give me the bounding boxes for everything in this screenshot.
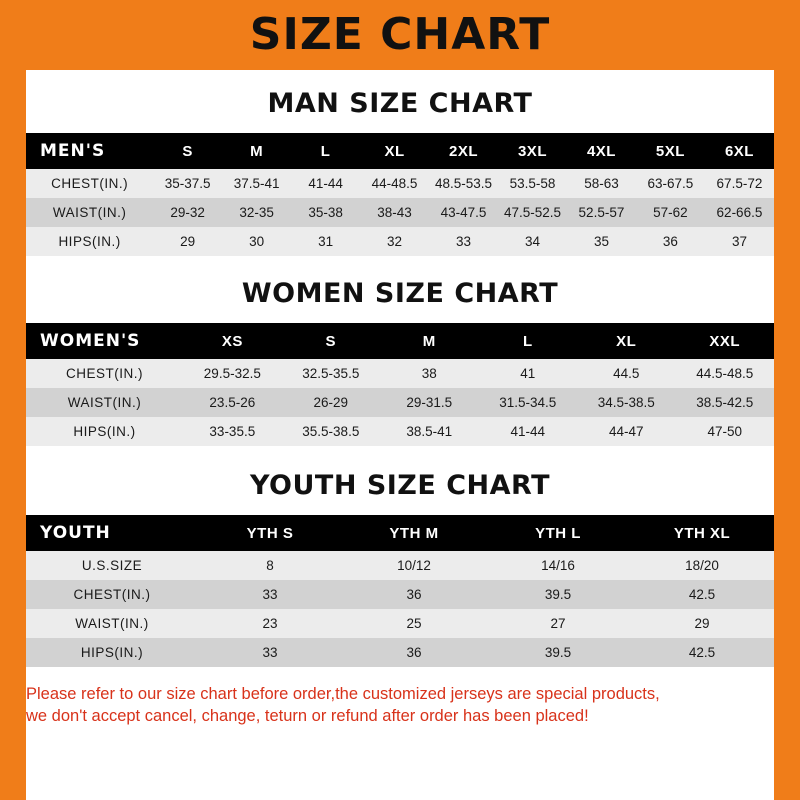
table-cell: 32 — [387, 234, 403, 249]
table-row — [26, 388, 774, 417]
column-header: XS — [221, 332, 243, 350]
table-cell: 23 — [262, 616, 278, 631]
table-cell: 44-47 — [608, 424, 644, 439]
column-header: 3XL — [517, 142, 547, 160]
note-line-2: we don't accept cancel, change, teturn or refund after order has been placed! — [26, 707, 589, 726]
table-cell: 36 — [406, 587, 422, 602]
table-header-row — [26, 323, 774, 359]
note-line-1: Please refer to our size chart before order,the customized jerseys are special products, — [26, 685, 660, 703]
table-cell: 33 — [262, 587, 278, 602]
table-cell: 31 — [318, 234, 334, 249]
table-cell: 33 — [262, 645, 278, 660]
column-header: M — [422, 332, 436, 350]
column-header: XXL — [709, 332, 741, 350]
column-header: YTH XL — [673, 524, 731, 542]
youth-size-table — [26, 515, 774, 667]
table-cell: 32.5-35.5 — [302, 366, 360, 381]
table-corner-header: WOMEN'S — [40, 331, 141, 351]
table-cell: 42.5 — [688, 645, 716, 660]
table-cell: 38 — [421, 366, 437, 381]
order-policy-note — [26, 683, 774, 728]
table-corner-header: MEN'S — [40, 141, 106, 161]
column-header: 5XL — [655, 142, 685, 160]
table-cell: 34 — [524, 234, 540, 249]
man-size-table — [26, 133, 774, 256]
table-row — [26, 638, 774, 667]
table-cell: 35-38 — [308, 205, 343, 220]
table-cell: 38-43 — [377, 205, 412, 220]
women-section-title: WOMEN SIZE CHART — [241, 278, 559, 309]
table-cell: 29 — [180, 234, 196, 249]
row-header: CHEST(IN.) — [66, 366, 144, 381]
column-header: 4XL — [586, 142, 616, 160]
table-cell: 38.5-42.5 — [696, 395, 754, 410]
table-cell: 36 — [406, 645, 422, 660]
table-header-row — [26, 133, 774, 169]
table-cell: 58-63 — [584, 176, 619, 191]
table-row — [26, 551, 774, 580]
table-corner-header: YOUTH — [40, 523, 111, 543]
table-cell: 44-48.5 — [371, 176, 418, 191]
table-cell: 39.5 — [544, 587, 572, 602]
row-header: CHEST(IN.) — [51, 176, 129, 191]
table-cell: 62-66.5 — [716, 205, 763, 220]
table-cell: 29-31.5 — [406, 395, 453, 410]
table-cell: 23.5-26 — [209, 395, 256, 410]
table-cell: 52.5-57 — [578, 205, 625, 220]
table-cell: 63-67.5 — [647, 176, 694, 191]
column-header: S — [182, 142, 193, 160]
man-section-title: MAN SIZE CHART — [267, 88, 533, 119]
column-header: XL — [616, 332, 637, 350]
table-cell: 34.5-38.5 — [597, 395, 655, 410]
column-header: 6XL — [724, 142, 754, 160]
row-header: WAIST(IN.) — [67, 395, 142, 410]
table-cell: 37.5-41 — [233, 176, 280, 191]
table-row — [26, 609, 774, 638]
row-header: CHEST(IN.) — [73, 587, 151, 602]
table-cell: 32-35 — [239, 205, 274, 220]
table-header-row — [26, 515, 774, 551]
table-cell: 35 — [593, 234, 609, 249]
table-row — [26, 417, 774, 446]
table-cell: 37 — [731, 234, 747, 249]
chart-content — [0, 88, 800, 667]
row-header: HIPS(IN.) — [73, 424, 136, 439]
table-cell: 27 — [550, 616, 566, 631]
column-header: M — [250, 142, 264, 160]
table-cell: 44.5-48.5 — [696, 366, 754, 381]
table-cell: 41-44 — [510, 424, 546, 439]
table-cell: 14/16 — [541, 558, 575, 573]
row-header: HIPS(IN.) — [58, 234, 121, 249]
table-row — [26, 198, 774, 227]
women-size-table — [26, 323, 774, 446]
column-header: YTH M — [389, 524, 439, 542]
table-cell: 47.5-52.5 — [503, 205, 561, 220]
table-cell: 33-35.5 — [209, 424, 256, 439]
table-cell: 67.5-72 — [716, 176, 763, 191]
table-cell: 10/12 — [397, 558, 431, 573]
table-cell: 31.5-34.5 — [499, 395, 557, 410]
table-cell: 57-62 — [653, 205, 688, 220]
column-header: 2XL — [449, 142, 479, 160]
table-cell: 47-50 — [707, 424, 743, 439]
table-cell: 39.5 — [544, 645, 572, 660]
table-row — [26, 359, 774, 388]
table-cell: 18/20 — [685, 558, 719, 573]
table-row — [26, 580, 774, 609]
table-cell: 33 — [456, 234, 472, 249]
table-cell: 8 — [266, 558, 274, 573]
table-cell: 29-32 — [170, 205, 205, 220]
page-title: SIZE CHART — [249, 9, 551, 60]
table-cell: 42.5 — [688, 587, 716, 602]
row-header: U.S.SIZE — [81, 558, 143, 573]
table-cell: 41-44 — [308, 176, 343, 191]
table-cell: 41 — [520, 366, 536, 381]
table-cell: 48.5-53.5 — [434, 176, 493, 191]
table-cell: 53.5-58 — [509, 176, 556, 191]
table-cell: 35-37.5 — [164, 176, 211, 191]
row-header: HIPS(IN.) — [80, 645, 144, 660]
table-cell: 43-47.5 — [440, 205, 487, 220]
column-header: YTH L — [535, 524, 581, 542]
column-header: YTH S — [246, 524, 294, 542]
page-banner — [0, 0, 800, 70]
row-header: WAIST(IN.) — [75, 616, 149, 631]
table-cell: 35.5-38.5 — [302, 424, 360, 439]
table-cell: 25 — [406, 616, 422, 631]
table-row — [26, 227, 774, 256]
row-header: WAIST(IN.) — [52, 205, 127, 220]
column-header: S — [325, 332, 337, 350]
table-cell: 26-29 — [313, 395, 349, 410]
table-cell: 30 — [249, 234, 265, 249]
column-header: L — [320, 142, 331, 160]
table-row — [26, 169, 774, 198]
youth-section-title: YOUTH SIZE CHART — [249, 470, 551, 501]
table-cell: 29 — [694, 616, 710, 631]
table-cell: 29.5-32.5 — [203, 366, 261, 381]
table-cell: 36 — [662, 234, 678, 249]
column-header: XL — [384, 142, 405, 160]
table-cell: 44.5 — [613, 366, 640, 381]
column-header: L — [522, 332, 533, 350]
table-cell: 38.5-41 — [406, 424, 453, 439]
